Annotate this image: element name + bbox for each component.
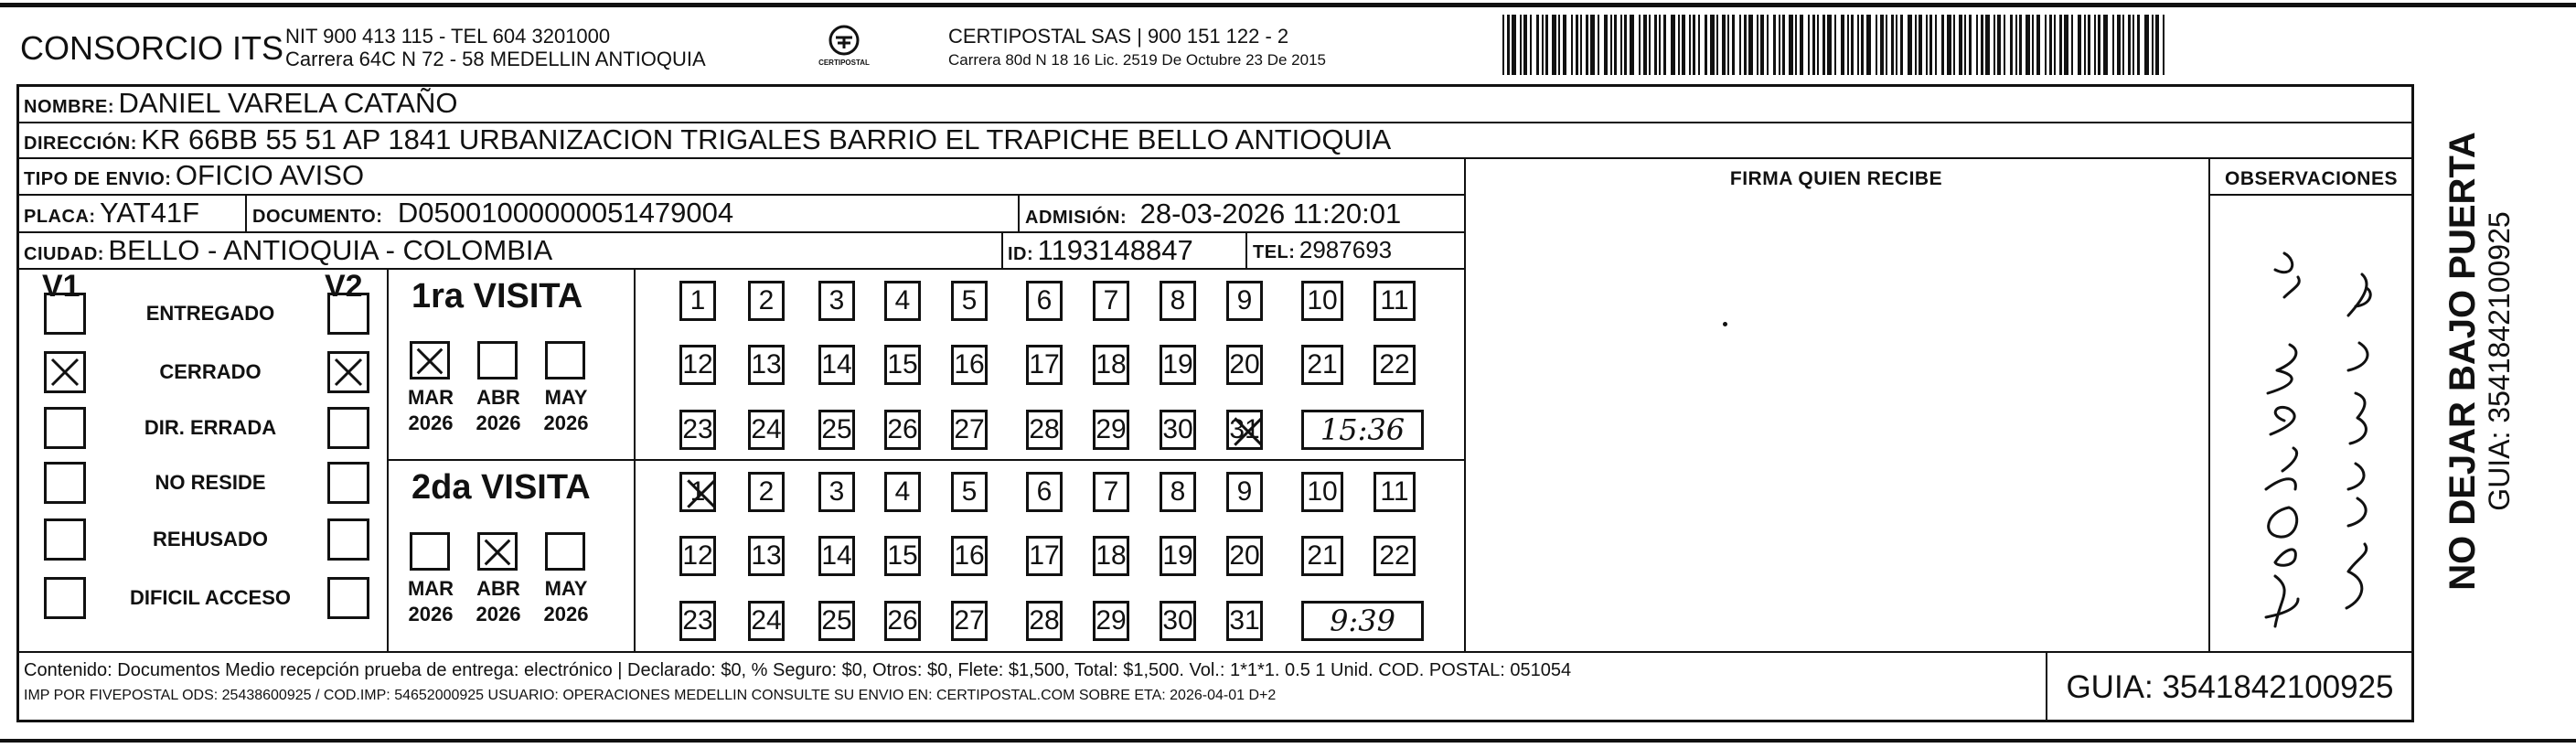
tel-row <box>1253 236 1392 264</box>
barcode-bar <box>1507 15 1510 75</box>
barcode-bar <box>2084 15 2086 75</box>
barcode-bar <box>1834 15 1836 75</box>
visit-time: 15:36 <box>1320 412 1406 447</box>
check-mark-icon <box>330 354 367 390</box>
id-row <box>1008 234 1193 267</box>
day-box[interactable]: 10 <box>1301 472 1343 512</box>
day-box[interactable]: 24 <box>748 410 785 450</box>
day-box[interactable]: 2 <box>748 472 785 512</box>
vsep-id <box>1001 231 1003 268</box>
barcode-bar <box>2019 15 2022 75</box>
visit-title: 2da VISITA <box>412 468 591 507</box>
day-box[interactable]: 12 <box>679 536 716 576</box>
barcode-bar <box>1896 15 1897 75</box>
direccion-row <box>24 123 1391 156</box>
day-box[interactable]: 17 <box>1026 536 1063 576</box>
month-label: MAR <box>407 577 454 600</box>
day-box[interactable]: 1 <box>679 281 716 321</box>
barcode-bar <box>2112 15 2114 75</box>
barcode-bar <box>1620 15 1622 75</box>
footer-contenido: Contenido: Documentos Medio recepción prueba de entrega: electrónico | Declarado: $0, % Seguro: $0, Otros: $0, Flete: $1,500, Total: $1,500. Vol.: 1*1*1. 0.5 1 Unid. COD. POSTAL: 051054 <box>24 660 1572 680</box>
day-box[interactable]: 13 <box>748 536 785 576</box>
barcode-bar <box>1502 15 1504 75</box>
barcode-bar <box>1590 15 1595 75</box>
barcode-bar <box>2152 15 2154 75</box>
barcode-bar <box>2036 15 2040 75</box>
barcode-bar <box>1760 15 1764 75</box>
documento-label: DOCUMENTO: <box>252 207 383 227</box>
barcode-bar <box>1861 15 1864 75</box>
day-box[interactable]: 25 <box>818 601 855 641</box>
footer-guia: GUIA: 3541842100925 <box>2066 669 2394 705</box>
day-box[interactable]: 6 <box>1026 281 1063 321</box>
barcode-bar <box>1993 15 1995 75</box>
barcode-bar <box>1947 15 1951 75</box>
day-box[interactable]: 21 <box>1301 536 1343 576</box>
placa-value: YAT41F <box>100 197 200 229</box>
barcode-bar <box>1604 15 1608 75</box>
check-mark-icon <box>1229 412 1267 451</box>
v2-checkbox[interactable] <box>327 293 369 335</box>
month-checkbox[interactable] <box>410 341 450 379</box>
day-box[interactable]: 30 <box>1160 410 1196 450</box>
day-box[interactable]: 30 <box>1160 601 1196 641</box>
day-box[interactable]: 3 <box>818 472 855 512</box>
day-box[interactable]: 16 <box>951 536 988 576</box>
time-box[interactable] <box>1301 410 1424 450</box>
barcode-bar <box>1630 15 1634 75</box>
barcode-bar <box>1976 15 1978 75</box>
barcode-bar <box>1536 15 1539 75</box>
barcode-bar <box>1659 15 1661 75</box>
check-mark-icon <box>47 354 83 390</box>
placa-label: PLACA: <box>24 207 96 227</box>
side-guia: GUIA: 3541842100925 <box>2483 211 2516 511</box>
day-box[interactable]: 12 <box>679 345 716 385</box>
day-box[interactable]: 5 <box>951 472 988 512</box>
barcode-bar <box>1654 15 1657 75</box>
day-box[interactable]: 29 <box>1093 410 1129 450</box>
barcode-bar <box>2155 15 2159 75</box>
barcode-bar <box>2078 15 2081 75</box>
month-checkbox[interactable] <box>477 341 518 379</box>
day-box[interactable]: 25 <box>818 410 855 450</box>
day-box[interactable]: 16 <box>951 345 988 385</box>
day-box[interactable]: 26 <box>884 410 921 450</box>
rule-obs <box>2208 194 2414 196</box>
barcode-bar <box>1827 15 1832 75</box>
barcode-bar <box>1822 15 1825 75</box>
day-box[interactable]: 15 <box>884 345 921 385</box>
day-box[interactable]: 26 <box>884 601 921 641</box>
v1-checkbox[interactable] <box>44 462 86 504</box>
barcode-bar <box>2004 15 2005 75</box>
barcode-bar <box>1900 15 1903 75</box>
visit-title: 1ra VISITA <box>412 277 583 315</box>
observaciones-handwriting <box>2211 197 2412 649</box>
month-checkbox[interactable] <box>477 532 518 571</box>
v1-checkbox[interactable] <box>44 407 86 449</box>
company-address: Carrera 64C N 72 - 58 MEDELLIN ANTIOQUIA <box>285 48 706 70</box>
day-box[interactable]: 20 <box>1226 345 1263 385</box>
status-label: CERRADO <box>159 360 262 383</box>
observaciones-label: OBSERVACIONES <box>2225 168 2398 189</box>
vsep-admision <box>1018 194 1020 231</box>
visit-time: 9:39 <box>1330 604 1395 638</box>
logo-text: CERTIPOSTAL <box>818 59 870 67</box>
barcode-bar <box>1800 15 1803 75</box>
status-label: DIFICIL ACCESO <box>129 586 291 609</box>
barcode-bar <box>1523 15 1527 75</box>
ciudad-label: CIUDAD: <box>24 244 104 264</box>
day-box[interactable]: 24 <box>748 601 785 641</box>
barcode-bar <box>1663 15 1666 75</box>
barcode-bar <box>2045 15 2047 75</box>
barcode-bar <box>1808 15 1810 75</box>
barcode-bar <box>1919 15 1922 75</box>
v2-checkbox[interactable] <box>327 462 369 504</box>
vsep-firma <box>1464 157 1466 651</box>
documento-row <box>252 197 733 230</box>
barcode-bar <box>1727 15 1729 75</box>
nombre-value: DANIEL VARELA CATAÑO <box>118 87 458 119</box>
barcode-bar <box>1891 15 1894 75</box>
v1-checkbox[interactable] <box>44 518 86 561</box>
month-checkbox[interactable] <box>545 341 585 379</box>
tipo-value: OFICIO AVISO <box>175 159 365 191</box>
day-box[interactable]: 28 <box>1026 601 1063 641</box>
barcode-bar <box>2122 15 2124 75</box>
side-no-dejar: NO DEJAR BAJO PUERTA <box>2442 132 2483 591</box>
day-box[interactable]: 21 <box>1301 345 1343 385</box>
day-box[interactable]: 29 <box>1093 601 1129 641</box>
year-label: 2026 <box>476 411 521 434</box>
tel-label: TEL: <box>1253 242 1296 262</box>
barcode-bar <box>1576 15 1578 75</box>
id-value: 1193148847 <box>1037 234 1193 266</box>
barcode-bar <box>1682 15 1685 75</box>
month-label: ABR <box>476 577 520 600</box>
day-box[interactable]: 18 <box>1093 536 1129 576</box>
v2-label: V2 <box>325 269 363 304</box>
admision-row <box>1025 198 1401 230</box>
barcode-bar <box>1981 15 1983 75</box>
barcode-bar <box>1851 15 1854 75</box>
barcode-bar <box>1710 15 1715 75</box>
barcode-bar <box>1959 15 1962 75</box>
bottom-rule <box>0 739 2576 743</box>
v1-checkbox[interactable] <box>44 293 86 335</box>
tipo-label: TIPO DE ENVIO: <box>24 169 172 189</box>
status-label: DIR. ERRADA <box>144 416 277 439</box>
barcode-bar <box>1689 15 1691 75</box>
day-box[interactable]: 3 <box>818 281 855 321</box>
barcode-bar <box>1512 15 1516 75</box>
barcode-bar <box>1773 15 1776 75</box>
barcode-bar <box>2144 15 2149 75</box>
barcode-bar <box>1624 15 1627 75</box>
rule-footer <box>16 651 2414 653</box>
barcode-bar <box>2032 15 2034 75</box>
day-box[interactable]: 7 <box>1093 281 1129 321</box>
status-label: NO RESIDE <box>155 471 266 494</box>
day-box[interactable]: 18 <box>1093 345 1129 385</box>
day-box[interactable]: 17 <box>1026 345 1063 385</box>
year-label: 2026 <box>543 603 589 625</box>
barcode <box>1502 15 2168 75</box>
barcode-bar <box>2098 15 2100 75</box>
barcode-bar <box>2026 15 2030 75</box>
barcode-bar <box>2137 15 2140 75</box>
tel-value: 2987693 <box>1299 236 1393 263</box>
v1-label: V1 <box>42 269 80 304</box>
barcode-bar <box>1866 15 1871 75</box>
day-box[interactable]: 23 <box>679 601 716 641</box>
barcode-bar <box>2049 15 2052 75</box>
v1-checkbox[interactable] <box>44 351 86 393</box>
month-label: MAR <box>407 386 454 409</box>
day-box[interactable]: 11 <box>1374 281 1416 321</box>
day-box[interactable]: 6 <box>1026 472 1063 512</box>
firma-label: FIRMA QUIEN RECIBE <box>1729 168 1943 189</box>
barcode-bar <box>1744 15 1747 75</box>
ciudad-row <box>24 234 552 267</box>
v2-checkbox[interactable] <box>327 351 369 393</box>
barcode-bar <box>2054 15 2056 75</box>
day-box[interactable]: 23 <box>679 410 716 450</box>
barcode-bar <box>1880 15 1884 75</box>
barcode-bar <box>1520 15 1522 75</box>
month-checkbox[interactable] <box>545 532 585 571</box>
day-box[interactable]: 19 <box>1160 536 1196 576</box>
barcode-bar <box>1886 15 1887 75</box>
barcode-bar <box>1698 15 1700 75</box>
company-nit: NIT 900 413 115 - TEL 604 3201000 <box>285 25 611 48</box>
barcode-bar <box>1610 15 1612 75</box>
firma-mark <box>1723 322 1727 326</box>
barcode-bar <box>1678 15 1680 75</box>
vsep-tel <box>1245 231 1247 268</box>
day-box[interactable]: 9 <box>1226 281 1263 321</box>
rule-direccion <box>16 157 2414 159</box>
placa-row <box>24 197 199 230</box>
day-box[interactable]: 1 <box>679 472 716 512</box>
rule-visit-split <box>387 459 1464 461</box>
check-mark-icon <box>412 344 447 379</box>
direccion-value: KR 66BB 55 51 AP 1841 URBANIZACION TRIGALES BARRIO EL TRAPICHE BELLO ANTIOQUIA <box>141 123 1392 155</box>
id-label: ID: <box>1008 244 1034 264</box>
day-box[interactable]: 22 <box>1374 536 1416 576</box>
documento-value: D05001000000051479004 <box>397 197 734 229</box>
barcode-bar <box>1643 15 1647 75</box>
day-box[interactable]: 15 <box>884 536 921 576</box>
vsep-obs <box>2208 157 2210 651</box>
barcode-bar <box>1941 15 1944 75</box>
barcode-bar <box>1757 15 1758 75</box>
day-box[interactable]: 20 <box>1226 536 1263 576</box>
check-mark-icon <box>480 535 515 570</box>
barcode-bar <box>1580 15 1582 75</box>
day-box[interactable]: 5 <box>951 281 988 321</box>
barcode-bar <box>1598 15 1599 75</box>
admision-label: ADMISIÓN: <box>1025 208 1128 228</box>
barcode-bar <box>1817 15 1819 75</box>
company-name: CONSORCIO ITS <box>20 29 284 67</box>
barcode-bar <box>1857 15 1859 75</box>
day-box[interactable]: 10 <box>1301 281 1343 321</box>
barcode-bar <box>1969 15 1972 75</box>
barcode-bar <box>1997 15 2001 75</box>
nombre-row <box>24 87 457 120</box>
year-label: 2026 <box>476 603 521 625</box>
barcode-bar <box>1915 15 1917 75</box>
barcode-bar <box>1705 15 1707 75</box>
barcode-bar <box>1586 15 1588 75</box>
v2-checkbox[interactable] <box>327 577 369 619</box>
barcode-bar <box>1935 15 1937 75</box>
year-label: 2026 <box>543 411 589 434</box>
barcode-bar <box>1926 15 1928 75</box>
day-box[interactable]: 28 <box>1026 410 1063 450</box>
status-label: ENTREGADO <box>145 302 275 325</box>
barcode-bar <box>1985 15 1990 75</box>
day-box[interactable]: 9 <box>1226 472 1263 512</box>
barcode-bar <box>1671 15 1675 75</box>
v1-checkbox[interactable] <box>44 577 86 619</box>
barcode-bar <box>1571 15 1573 75</box>
barcode-bar <box>1876 15 1877 75</box>
day-box[interactable]: 27 <box>951 601 988 641</box>
certipostal-logo <box>812 22 876 73</box>
barcode-bar <box>1716 15 1718 75</box>
barcode-bar <box>1552 15 1556 75</box>
barcode-bar <box>1558 15 1560 75</box>
day-box[interactable]: 22 <box>1374 345 1416 385</box>
barcode-bar <box>1779 15 1780 75</box>
vsep-placa <box>245 194 247 231</box>
day-box[interactable]: 19 <box>1160 345 1196 385</box>
barcode-bar <box>1649 15 1651 75</box>
month-checkbox[interactable] <box>410 532 450 571</box>
year-label: 2026 <box>408 603 454 625</box>
month-label: MAY <box>544 386 588 409</box>
barcode-bar <box>1739 15 1741 75</box>
direccion-label: DIRECCIÓN: <box>24 134 137 154</box>
barcode-bar <box>1841 15 1844 75</box>
barcode-bar <box>2103 15 2108 75</box>
barcode-bar <box>1732 15 1735 75</box>
v2-checkbox[interactable] <box>327 407 369 449</box>
day-box[interactable]: 4 <box>884 472 921 512</box>
year-label: 2026 <box>408 411 454 434</box>
day-box[interactable]: 7 <box>1093 472 1129 512</box>
day-box[interactable]: 27 <box>951 410 988 450</box>
barcode-bar <box>1639 15 1641 75</box>
nombre-label: NOMBRE: <box>24 97 115 117</box>
barcode-bar <box>1748 15 1753 75</box>
barcode-bar <box>2064 15 2068 75</box>
certipostal-line1: CERTIPOSTAL SAS | 900 151 122 - 2 <box>948 25 1289 48</box>
day-box[interactable]: 13 <box>748 345 785 385</box>
barcode-bar <box>1542 15 1544 75</box>
day-box[interactable]: 2 <box>748 281 785 321</box>
barcode-bar <box>1782 15 1785 75</box>
barcode-bar <box>1563 15 1566 75</box>
barcode-bar <box>1722 15 1726 75</box>
day-box[interactable]: 31 <box>1226 601 1263 641</box>
barcode-bar <box>2088 15 2090 75</box>
rule-tipo <box>16 194 1464 196</box>
day-box[interactable]: 14 <box>818 536 855 576</box>
check-mark-icon <box>682 475 721 513</box>
barcode-bar <box>2071 15 2073 75</box>
ciudad-value: BELLO - ANTIOQUIA - COLOMBIA <box>108 234 553 266</box>
barcode-bar <box>2132 15 2134 75</box>
time-box[interactable] <box>1301 601 1424 641</box>
v2-checkbox[interactable] <box>327 518 369 561</box>
day-box[interactable]: 8 <box>1160 281 1196 321</box>
barcode-bar <box>1767 15 1769 75</box>
barcode-bar <box>2128 15 2131 75</box>
barcode-bar <box>1847 15 1849 75</box>
day-box[interactable]: 11 <box>1374 472 1416 512</box>
top-rule <box>0 3 2576 7</box>
barcode-bar <box>2094 15 2096 75</box>
day-box[interactable]: 4 <box>884 281 921 321</box>
certipostal-line2: Carrera 80d N 18 16 Lic. 2519 De Octubre 23 De 2015 <box>948 51 1326 69</box>
barcode-bar <box>1693 15 1695 75</box>
barcode-bar <box>1812 15 1815 75</box>
month-label: ABR <box>476 386 520 409</box>
status-label: REHUSADO <box>153 528 268 550</box>
barcode-bar <box>2059 15 2062 75</box>
day-box[interactable]: 31 <box>1226 410 1263 450</box>
barcode-bar <box>1795 15 1797 75</box>
day-box[interactable]: 8 <box>1160 472 1196 512</box>
barcode-bar <box>2163 15 2164 75</box>
barcode-bar <box>1545 15 1548 75</box>
footer-imp: IMP POR FIVEPOSTAL ODS: 25438600925 / COD.IMP: 54652000925 USUARIO: OPERACIONES MEDELLIN CONSULTE SU ENVIO EN: CERTIPOSTAL.COM SOBRE ETA: 2026-04-01 D+2 <box>24 688 1277 703</box>
barcode-bar <box>2010 15 2013 75</box>
barcode-bar <box>1953 15 1955 75</box>
barcode-bar <box>1908 15 1912 75</box>
rule-ciudad <box>16 268 1464 270</box>
barcode-bar <box>2117 15 2121 75</box>
month-label: MAY <box>544 577 588 600</box>
barcode-bar <box>1530 15 1532 75</box>
barcode-bar <box>1789 15 1793 75</box>
day-box[interactable]: 14 <box>818 345 855 385</box>
admision-value: 28-03-2026 11:20:01 <box>1139 198 1402 230</box>
barcode-bar <box>1964 15 1966 75</box>
barcode-bar <box>1929 15 1932 75</box>
tipo-row <box>24 159 364 192</box>
barcode-bar <box>2015 15 2017 75</box>
barcode-bar <box>1614 15 1617 75</box>
